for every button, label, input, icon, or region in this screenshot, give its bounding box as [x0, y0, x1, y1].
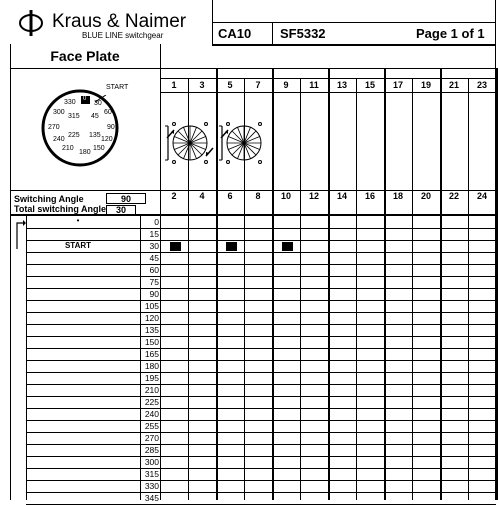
- position-angle-270: 270: [144, 433, 159, 443]
- position-angle-15: 15: [149, 229, 159, 239]
- dial-mark-330: 330: [64, 99, 76, 106]
- dial-mark-180: 180: [79, 149, 91, 156]
- terminal-bottom-24: 24: [476, 191, 487, 201]
- terminal-top-11: 11: [309, 80, 319, 90]
- terminal-bottom-4: 4: [199, 191, 205, 201]
- dial-start-label: START: [106, 84, 129, 91]
- position-angle-330: 330: [144, 481, 159, 491]
- terminal-top-17: 17: [392, 80, 403, 90]
- terminal-top-1: 1: [171, 80, 177, 90]
- position-angle-225: 225: [144, 397, 159, 407]
- position-angle-255: 255: [144, 421, 159, 431]
- dial-mark-270: 270: [48, 124, 60, 131]
- position-angle-45: 45: [149, 253, 159, 263]
- dial-mark-315: 315: [68, 113, 80, 120]
- brand-logo-icon: [18, 8, 46, 38]
- terminal-top-7: 7: [255, 80, 261, 90]
- switching-angle-value: 90: [106, 193, 146, 204]
- contact-closed-marker: [282, 242, 293, 251]
- switching-angle-label: Switching Angle: [14, 194, 84, 204]
- terminal-top-3: 3: [199, 80, 205, 90]
- page-number: Page 1 of 1: [416, 26, 485, 41]
- position-angle-150: 150: [144, 337, 159, 347]
- dial-start-pointer-icon: [95, 90, 107, 98]
- position-angle-300: 300: [144, 457, 159, 467]
- terminal-bottom-6: 6: [227, 191, 233, 201]
- position-angle-315: 315: [144, 469, 159, 479]
- position-angle-60: 60: [149, 265, 159, 275]
- terminal-top-19: 19: [420, 80, 431, 90]
- total-switching-angle-value: 30: [106, 205, 136, 215]
- program-code: SF5332: [280, 26, 326, 41]
- position-angle-345: 345: [144, 493, 159, 503]
- dial-mark-300: 300: [53, 109, 65, 116]
- terminal-top-23: 23: [476, 80, 487, 90]
- dial-mark-135: 135: [89, 132, 101, 139]
- dial-mark-240: 240: [53, 136, 65, 143]
- dial-mark-120: 120: [101, 136, 113, 143]
- terminal-bottom-20: 20: [420, 191, 431, 201]
- terminal-bottom-18: 18: [392, 191, 403, 201]
- position-angle-195: 195: [144, 373, 159, 383]
- position-angle-135: 135: [144, 325, 159, 335]
- position-angle-285: 285: [144, 445, 159, 455]
- terminal-top-21: 21: [448, 80, 459, 90]
- terminal-bottom-2: 2: [171, 191, 177, 201]
- contact-element-1-symbol: [162, 118, 217, 168]
- position-angle-0: 0: [154, 217, 159, 227]
- dial-mark-225: 225: [68, 132, 80, 139]
- brand-tagline: BLUE LINE switchgear: [82, 31, 164, 40]
- terminal-bottom-10: 10: [280, 191, 291, 201]
- terminal-bottom-12: 12: [308, 191, 319, 201]
- terminal-bottom-14: 14: [336, 191, 347, 201]
- contact-closed-marker: [170, 242, 181, 251]
- dial-mark-60: 60: [104, 109, 112, 116]
- type-code: CA10: [218, 26, 252, 41]
- dial-mark-90: 90: [107, 124, 115, 131]
- terminal-bottom-16: 16: [364, 191, 375, 201]
- position-angle-180: 180: [144, 361, 159, 371]
- terminal-top-15: 15: [364, 80, 375, 90]
- dial-mark-210: 210: [62, 145, 74, 152]
- position-angle-240: 240: [144, 409, 159, 419]
- position-angle-90: 90: [149, 289, 159, 299]
- terminal-bottom-22: 22: [448, 191, 459, 201]
- total-switching-angle-label: Total switching Angle: [14, 204, 106, 214]
- position-angle-210: 210: [144, 385, 159, 395]
- position-angle-105: 105: [144, 301, 159, 311]
- start-position-label: START: [64, 241, 92, 250]
- position-angle-120: 120: [144, 313, 159, 323]
- position-angle-30: 30: [149, 241, 159, 251]
- dial-mark-0: 0: [83, 96, 87, 102]
- brand-name: Kraus & Naimer: [52, 11, 187, 32]
- position-angle-165: 165: [144, 349, 159, 359]
- dial-mark-150: 150: [93, 145, 105, 152]
- terminal-top-9: 9: [283, 80, 289, 90]
- off-position-dot: •: [76, 216, 80, 225]
- dial-mark-30: 30: [94, 100, 102, 107]
- terminal-top-13: 13: [336, 80, 347, 90]
- start-arrow-icon: [14, 219, 26, 249]
- terminal-top-5: 5: [227, 80, 233, 90]
- contact-closed-marker: [226, 242, 237, 251]
- dial-mark-45: 45: [91, 113, 99, 120]
- position-angle-75: 75: [149, 277, 159, 287]
- faceplate-title: Face Plate: [50, 48, 120, 64]
- terminal-bottom-8: 8: [255, 191, 261, 201]
